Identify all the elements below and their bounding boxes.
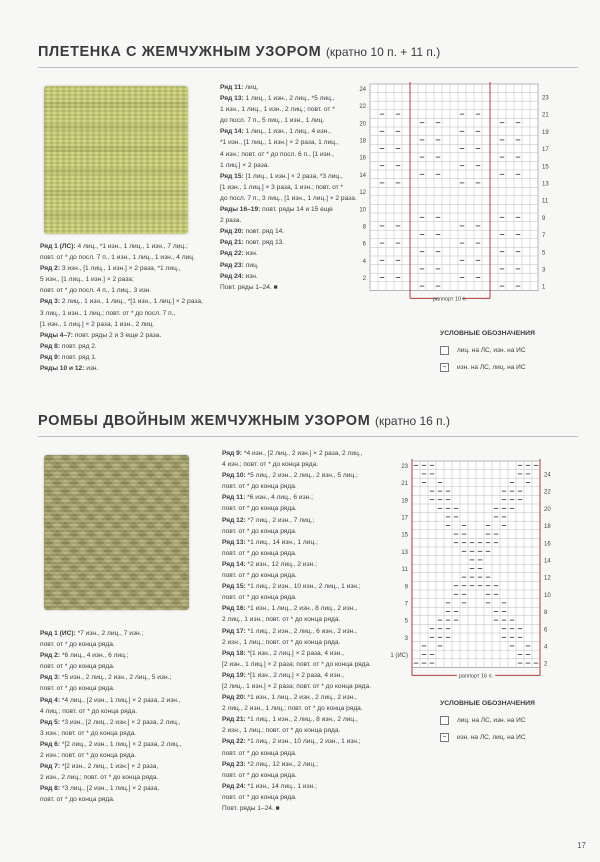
- instruction-line: [222, 759, 371, 770]
- row-text: повт. от * до конца ряда.: [222, 549, 297, 557]
- row-label: Ряд 7:: [40, 763, 61, 771]
- instruction-line: [40, 263, 203, 274]
- row-text: 2 изн., 1 лиц.; повт. от * до конца ряда.: [222, 638, 341, 646]
- instruction-line: [222, 559, 371, 570]
- row-text: *1 лиц., 2 изн., 2 лиц., 6 изн., 2 изн.,: [245, 627, 357, 635]
- row-label: Ряд 14:: [222, 560, 246, 568]
- row-number-label: 2: [362, 276, 366, 283]
- instruction-line: [222, 803, 371, 814]
- row-label: Ряд 9:: [40, 353, 61, 361]
- empty-cell-icon: [440, 716, 449, 725]
- row-text: 1 лиц., 1 изн., 2 лиц., *5 лиц.,: [243, 95, 335, 103]
- row-text: *2 изн., 12 лиц., 2 изн.;: [245, 560, 317, 568]
- legend-item-label: лиц. на ЛС, изн. на ИС: [457, 717, 526, 724]
- instruction-line: [222, 570, 371, 581]
- row-label: Ряд 8:: [40, 785, 61, 793]
- row-text: 5 изн., [1 лиц., 1 изн.] × 2 раза;: [40, 276, 134, 284]
- row-number-label: 1: [542, 284, 546, 291]
- instruction-line: [220, 237, 357, 248]
- instruction-line: [40, 695, 182, 706]
- row-text: *[1 изн., 2 лиц.] × 2 раза, 4 изн.,: [245, 649, 344, 657]
- row-label: Ряд 5:: [40, 718, 61, 726]
- section1-subtitle: (кратно 10 п. + 11 п.): [325, 45, 441, 59]
- row-label: Ряд 11:: [222, 494, 246, 502]
- instruction-line: [220, 260, 357, 271]
- row-number-label: 3: [542, 267, 546, 274]
- row-number-label: 4: [544, 644, 548, 651]
- row-text: *3 лиц., [2 изн., 1 лиц.] × 2 раза,: [60, 785, 160, 793]
- row-text: *[2 лиц., 2 изн., 1 лиц.] × 2 раза, 2 лиц.,: [60, 740, 182, 748]
- row-text: повт. ряд 13.: [243, 239, 285, 247]
- legend-item-purl: [440, 733, 535, 742]
- row-label: Ряд 24:: [222, 782, 246, 790]
- row-label: Ряд 10:: [222, 472, 246, 480]
- row-text: повт. от * до конца ряда.: [222, 527, 297, 535]
- row-text: повт. от * до посл. 4 п., 1 лиц., 3 изн.: [40, 287, 152, 295]
- row-number-label: 7: [542, 233, 546, 240]
- row-text: *6 изн., 4 лиц., 6 изн.;: [245, 494, 313, 502]
- instruction-line: [222, 692, 371, 703]
- instruction-line: [40, 728, 182, 739]
- row-label: Ряд 9:: [222, 450, 243, 457]
- row-text: 4 изн.; повт. от * до посл. 6 п., [1 изн.,: [220, 150, 334, 158]
- instruction-line: [222, 503, 371, 514]
- row-text: повт. от * до конца ряда.: [222, 793, 297, 801]
- row-label: Ряд 13:: [222, 538, 246, 546]
- row-text: 2 изн., 2 лиц.; повт. от * до конца ряда.: [40, 774, 159, 782]
- row-text: *1 изн., 1 лиц., 2 изн., 2 лиц., 2 изн.,: [245, 694, 357, 702]
- row-number-label: 17: [542, 147, 549, 154]
- row-number-label: 15: [401, 532, 408, 539]
- legend-item-label: изн. на ЛС, лиц. на ИС: [457, 364, 526, 371]
- row-text: 2 лиц., 2 изн., 1 лиц.; повт. от * до конца ряда.: [222, 705, 363, 713]
- row-number-label: 5: [542, 250, 546, 257]
- row-label: Ряд 14:: [220, 128, 244, 136]
- section2-subtitle: (кратно 16 п.): [375, 414, 450, 428]
- row-number-label: 10: [544, 592, 551, 599]
- row-label: Ряд 23:: [220, 261, 244, 269]
- row-number-label: 15: [542, 164, 549, 171]
- row-number-label: 3: [404, 635, 408, 642]
- row-text: Повт. ряды 1–24. ■: [222, 805, 280, 812]
- instruction-line: [220, 160, 357, 171]
- row-number-label: 12: [544, 575, 551, 582]
- instruction-line: [220, 248, 357, 259]
- row-text: повт. от * до конца ряда.: [222, 771, 297, 779]
- instruction-line: [40, 783, 182, 794]
- repeat-label: раппорт 10 п.: [432, 296, 468, 303]
- row-text: *1 изн., 1 лиц., 2 изн., 8 лиц., 2 изн.,: [245, 605, 357, 613]
- instruction-line: [222, 703, 371, 714]
- legend-title: УСЛОВНЫЕ ОБОЗНАЧЕНИЯ: [440, 330, 535, 337]
- row-text: повт. ряд 2.: [60, 342, 97, 350]
- row-text: 1 лиц., 1 изн., 1 лиц., 4 изн.,: [243, 128, 332, 136]
- instruction-line: [222, 470, 371, 481]
- instruction-line: [40, 750, 182, 761]
- row-text: повт. от * до конца ряда.: [222, 572, 297, 580]
- section2-title: [38, 413, 450, 429]
- row-label: Ряд 6:: [40, 740, 61, 748]
- row-text: *1 лиц., 14 изн., 1 лиц.;: [245, 538, 318, 546]
- row-text: повт. от * до конца ряда.: [40, 796, 115, 804]
- row-label: Ряд 19:: [222, 671, 246, 679]
- instruction-line: [220, 182, 357, 193]
- legend-item-label: изн. на ЛС, лиц. на ИС: [457, 734, 526, 741]
- section2-instructions-right: [222, 448, 371, 814]
- row-label: Ряд 15:: [222, 583, 246, 591]
- instruction-line: [220, 82, 357, 93]
- row-label: Ряд 1 (ИС):: [40, 630, 76, 637]
- row-text: повт. от * до конца ряда.: [40, 663, 115, 671]
- row-text: лиц.: [243, 261, 259, 269]
- instruction-line: [220, 193, 357, 204]
- row-label: Ряд 20:: [220, 228, 244, 236]
- row-text: *1 изн., [1 лиц., 1 изн.] × 2 раза, 1 лиц.,: [220, 139, 339, 147]
- instruction-line: [222, 592, 371, 603]
- page-number: 17: [577, 841, 586, 850]
- row-number-label: 24: [359, 86, 366, 93]
- instruction-line: [222, 492, 371, 503]
- dash-cell-icon: –: [440, 363, 449, 372]
- row-number-label: 13: [401, 549, 408, 556]
- row-text: до посл. 7 п., 3 лиц., [1 изн., 1 лиц.] × 2 раза.: [220, 194, 357, 202]
- row-text: *5 изн., 2 лиц., 2 изн., 2 лиц., 5 изн.;: [60, 674, 172, 682]
- row-text: изн.: [84, 365, 99, 373]
- row-label: Ряд 20:: [222, 694, 246, 702]
- instruction-line: [40, 661, 182, 672]
- row-text: 3 изн., [1 лиц., 1 изн.] × 2 раза, *1 лиц.,: [60, 265, 181, 273]
- instruction-line: [40, 252, 203, 263]
- row-label: Ряд 22:: [220, 250, 244, 258]
- instruction-line: [220, 149, 357, 160]
- row-text: *1 лиц., 1 изн., 2 лиц., 8 изн., 2 лиц.,: [245, 716, 358, 724]
- row-label: Ряд 15:: [220, 172, 244, 180]
- row-text: 1 изн., 1 лиц., 1 изн., 2 лиц.; повт. от *: [220, 106, 335, 114]
- row-label: Ряд 23:: [222, 760, 246, 768]
- row-text: до посл. 7 п., 5 лиц., 1 изн., 1 лиц.: [220, 117, 325, 125]
- row-text: [2 лиц., 1 изн.] × 2 раза; повт. от * до конца ряда.: [222, 682, 371, 690]
- row-text: изн.: [243, 250, 258, 258]
- row-number-label: 21: [401, 481, 408, 488]
- row-text: *[2 изн., 2 лиц., 1 изн.] × 2 раза,: [60, 763, 159, 771]
- row-text: повт. от * до конца ряда.: [222, 594, 297, 602]
- instruction-line: [40, 628, 182, 639]
- instruction-line: [222, 603, 371, 614]
- legend-item-label: лиц. на ЛС, изн. на ИС: [457, 347, 526, 354]
- row-number-label: 12: [359, 190, 366, 197]
- instruction-line: [40, 319, 203, 330]
- instruction-line: [222, 770, 371, 781]
- instruction-line: [222, 748, 371, 759]
- row-number-label: 16: [359, 155, 366, 162]
- row-text: *7 изн., 2 лиц., 7 изн.;: [75, 630, 144, 637]
- row-text: повт. ряд 14.: [243, 228, 285, 236]
- row-text: 3 лиц., 1 изн., 1 лиц.; повт. от * до посл. 7 п.,: [40, 309, 176, 317]
- row-label: Ряд 8:: [40, 342, 61, 350]
- instruction-line: [40, 341, 203, 352]
- row-text: 2 лиц., 1 изн.; повт. от * до конца ряда.: [222, 616, 341, 624]
- row-label: Ряд 2:: [40, 652, 61, 660]
- instruction-line: [40, 794, 182, 805]
- instruction-line: [220, 126, 357, 137]
- section1-title: [38, 44, 440, 60]
- row-text: повт. от * до конца ряда.: [40, 641, 115, 649]
- row-number-label: 6: [362, 241, 366, 248]
- row-number-label: 17: [401, 515, 408, 522]
- instruction-line: [40, 717, 182, 728]
- row-text: повт. от * до конца ряда.: [222, 505, 297, 513]
- instruction-line: [220, 115, 357, 126]
- legend-item-purl: [440, 363, 535, 372]
- instruction-line: [40, 706, 182, 717]
- row-text: *2 лиц., 12 изн., 2 лиц.;: [245, 760, 318, 768]
- row-label: Ряд 12:: [222, 516, 246, 524]
- swatch-photo-2: [44, 455, 189, 610]
- row-number-label: 10: [359, 207, 366, 214]
- instruction-line: [222, 448, 371, 459]
- instruction-line: [40, 639, 182, 650]
- row-text: 4 лиц.; повт. от * до конца ряда.: [40, 707, 138, 715]
- row-text: 1 лиц.] × 2 раза.: [220, 161, 270, 169]
- row-text: *1 изн., 14 лиц., 1 изн.;: [245, 782, 317, 790]
- row-text: 2 изн.; повт. от * до конца ряда.: [40, 752, 137, 760]
- instruction-line: [220, 215, 357, 226]
- instruction-line: [40, 683, 182, 694]
- row-label: Ряд 13:: [220, 95, 244, 103]
- instruction-line: [222, 648, 371, 659]
- section1-title-text: ПЛЕТЕНКА С ЖЕМЧУЖНЫМ УЗОРОМ: [38, 44, 322, 60]
- row-number-label: 5: [404, 618, 408, 625]
- instruction-line: [222, 781, 371, 792]
- row-text: 2 изн., 1 лиц.; повт. от * до конца ряда.: [222, 727, 341, 735]
- instruction-line: [222, 725, 371, 736]
- instruction-line: [220, 282, 357, 293]
- row-text: [1 лиц., 1 изн.] × 2 раза, *3 лиц.,: [243, 172, 343, 180]
- row-number-label: 8: [362, 224, 366, 231]
- chart2: [380, 455, 580, 687]
- row-number-label: 20: [544, 506, 551, 513]
- repeat-label: раппорт 16 п.: [458, 673, 494, 680]
- row-number-label: 2: [544, 661, 548, 668]
- row-label: Ряд 2:: [40, 265, 61, 273]
- row-number-label: 13: [542, 181, 549, 188]
- row-number-label: 11: [401, 567, 408, 574]
- instruction-line: [40, 650, 182, 661]
- instruction-line: [220, 271, 357, 282]
- row-label: Ряд 16:: [222, 605, 246, 613]
- row-number-label: 20: [359, 121, 366, 128]
- row-label: Ряд 17:: [222, 627, 246, 635]
- instruction-line: [222, 459, 371, 470]
- row-text: лиц.: [243, 84, 259, 91]
- instruction-line: [40, 761, 182, 772]
- row-text: повт. ряды 14 и 15 еще: [260, 206, 333, 214]
- row-text: изн.: [243, 272, 258, 280]
- instruction-line: [40, 241, 203, 252]
- row-text: Повт. ряды 1–24. ■: [220, 283, 278, 291]
- row-number-label: 19: [542, 129, 549, 136]
- row-number-label: 8: [544, 610, 548, 617]
- row-text: повт. от * до конца ряда.: [222, 749, 297, 757]
- instruction-line: [220, 204, 357, 215]
- row-number-label: 9: [404, 584, 408, 591]
- instruction-line: [222, 637, 371, 648]
- row-text: повт. от * до конца ряда.: [40, 685, 115, 693]
- row-label: Ряд 4:: [40, 696, 61, 704]
- row-label: Ряд 11:: [220, 84, 244, 91]
- section1-legend: [440, 330, 535, 380]
- instruction-line: [222, 792, 371, 803]
- instruction-line: [220, 104, 357, 115]
- instruction-line: [222, 526, 371, 537]
- row-number-label: 4: [362, 258, 366, 265]
- row-number-label: 14: [359, 172, 366, 179]
- row-number-label: 22: [359, 104, 366, 111]
- row-number-label: 14: [544, 558, 551, 565]
- section1-divider: [38, 67, 578, 68]
- dash-cell-icon: –: [440, 733, 449, 742]
- row-label: Ряд 3:: [40, 674, 61, 682]
- row-text: 4 изн.; повт. от * до конца ряда.: [222, 461, 319, 469]
- row-text: *3 изн., [2 лиц., 2 изн.] × 2 раза, 2 лиц.,: [60, 718, 181, 726]
- row-text: [1 изн., 1 лиц.] × 2 раза, 1 изн., 2 лиц.: [40, 320, 155, 328]
- instruction-line: [222, 537, 371, 548]
- row-text: 3 изн.; повт. от * до конца ряда.: [40, 729, 137, 737]
- row-number-label: 22: [544, 489, 551, 496]
- chart2-grid: [380, 455, 580, 687]
- row-text: *7 лиц., 2 изн., 7 лиц.;: [245, 516, 315, 524]
- section2-legend: [440, 700, 535, 750]
- row-text: 4 лиц., *1 изн., 1 лиц., 1 изн., 7 лиц.;: [75, 243, 188, 250]
- instruction-line: [40, 274, 203, 285]
- row-text: повт. ряды 2 и 3 еще 2 раза.: [73, 331, 162, 339]
- instruction-line: [40, 285, 203, 296]
- instruction-line: [222, 681, 371, 692]
- row-number-label: 23: [401, 463, 408, 470]
- empty-cell-icon: [440, 346, 449, 355]
- row-label: Ряд 3:: [40, 298, 61, 306]
- row-number-label: 23: [542, 95, 549, 102]
- instruction-line: [220, 93, 357, 104]
- row-text: [2 изн., 1 лиц.] × 2 раза; повт. от * до конца ряда.: [222, 660, 371, 668]
- section2-divider: [38, 436, 578, 437]
- section2-title-text: РОМБЫ ДВОЙНЫМ ЖЕМЧУЖНЫМ УЗОРОМ: [38, 413, 371, 429]
- instruction-line: [222, 515, 371, 526]
- chart1: [352, 78, 572, 310]
- section1-instructions-left: [40, 241, 203, 374]
- row-number-label: 19: [401, 498, 408, 505]
- row-number-label: 1 (ИС): [390, 653, 408, 660]
- instruction-line: [222, 614, 371, 625]
- row-number-label: 24: [544, 472, 551, 479]
- section2-instructions-left: [40, 628, 182, 806]
- row-text: повт. от * до посл. 7 п., 1 изн., 1 лиц., 1 изн., 4 лиц.: [40, 254, 195, 262]
- instruction-line: [40, 296, 203, 307]
- row-label: Ряд 24:: [220, 272, 244, 280]
- row-number-label: 7: [404, 601, 408, 608]
- row-number-label: 18: [544, 524, 551, 531]
- instruction-line: [222, 714, 371, 725]
- row-label: Ряд 22:: [222, 738, 246, 746]
- instruction-line: [40, 739, 182, 750]
- instruction-line: [40, 363, 203, 374]
- row-text: [1 изн., 1 лиц.] × 3 раза, 1 изн.; повт. от *: [220, 183, 344, 191]
- instruction-line: [220, 137, 357, 148]
- instruction-line: [40, 352, 203, 363]
- instruction-line: [222, 736, 371, 747]
- instruction-line: [40, 308, 203, 319]
- instruction-line: [222, 659, 371, 670]
- row-text: повт. ряд 1.: [60, 353, 97, 361]
- legend-item-knit: [440, 346, 535, 355]
- row-text: *5 лиц., 2 изн., 2 лиц., 2 изн., 5 лиц.;: [245, 472, 358, 480]
- swatch-photo-1: [44, 86, 188, 234]
- row-text: *4 лиц., [2 изн., 1 лиц.] × 2 раза, 2 изн.,: [60, 696, 181, 704]
- chart1-grid: [352, 78, 572, 310]
- row-number-label: 18: [359, 138, 366, 145]
- row-label: Ряды 10 и 12:: [40, 365, 85, 373]
- row-label: Ряд 21:: [222, 716, 246, 724]
- instruction-line: [220, 226, 357, 237]
- row-text: 2 лиц., 1 изн., 1 лиц., *[1 изн., 1 лиц.] × 2 раза,: [60, 298, 203, 306]
- row-number-label: 9: [542, 215, 546, 222]
- instruction-line: [222, 626, 371, 637]
- row-number-label: 6: [544, 627, 548, 634]
- legend-item-knit: [440, 716, 535, 725]
- row-text: повт. от * до конца ряда.: [222, 483, 297, 491]
- section1-instructions-right: [220, 82, 357, 293]
- row-number-label: 16: [544, 541, 551, 548]
- row-text: *1 лиц., 2 изн., 10 лиц., 2 изн., 1 изн.;: [245, 738, 361, 746]
- instruction-line: [222, 670, 371, 681]
- instruction-line: [40, 330, 203, 341]
- row-text: *4 изн., [2 лиц., 2 изн.] × 2 раза, 2 лиц.,: [242, 450, 363, 457]
- instruction-line: [40, 772, 182, 783]
- row-label: Ряды 4–7:: [40, 331, 74, 339]
- row-label: Ряд 21:: [220, 239, 244, 247]
- instruction-line: [220, 171, 357, 182]
- instruction-line: [222, 548, 371, 559]
- row-text: *[1 изн., 2 лиц.] × 2 раза, 4 изн.,: [245, 671, 344, 679]
- legend-title: УСЛОВНЫЕ ОБОЗНАЧЕНИЯ: [440, 700, 535, 707]
- instruction-line: [222, 481, 371, 492]
- row-number-label: 11: [542, 198, 549, 205]
- instruction-line: [222, 581, 371, 592]
- row-text: *1 лиц., 2 изн., 10 изн., 2 лиц., 1 изн.;: [245, 583, 361, 591]
- row-text: *6 лиц., 4 изн., 6 лиц.;: [60, 652, 129, 660]
- row-label: Ряд 18:: [222, 649, 246, 657]
- row-label: Ряды 16–19:: [220, 206, 261, 214]
- row-label: Ряд 1 (ЛС):: [40, 243, 76, 250]
- row-number-label: 21: [542, 112, 549, 119]
- row-text: 2 раза.: [220, 217, 242, 225]
- instruction-line: [40, 672, 182, 683]
